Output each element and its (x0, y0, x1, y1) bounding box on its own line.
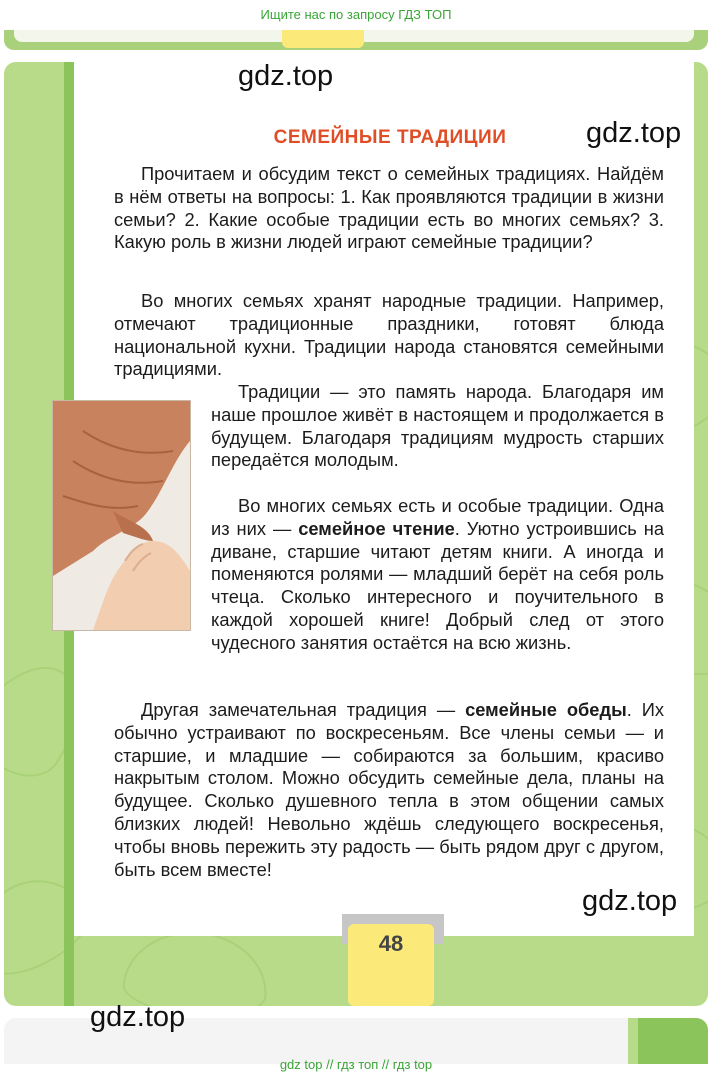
footer-links[interactable]: gdz top // гдз топ // гдз top (279, 1057, 433, 1072)
intro-paragraph: Прочитаем и обсудим текст о семейных традициях. Найдём в нём ответы на вопросы: 1. Как проявляются традиции в жизни семьи? 2. Какие особые традиции есть во многих семьях? 3. Какую роль в жизни людей играют семейные традиции? (114, 163, 664, 253)
paragraph-family-reading: Во многих семьях есть и особые традиции. Одна из них — семейное чтение. Уютно устроившись на диване, старшие читают детям книги. А иногда и поменяются ролями — младший берёт на себя роль чтеца. Сколько интересного и поучительного в каждой хорошей книге! Добрый след от этого чудесного занятия остаётся на всю жизнь. (211, 495, 664, 653)
previous-page-number-tab (282, 30, 364, 48)
paragraph-folk-traditions: Во многих семьях хранят народные традиции. Например, отмечают традиционные праздники, готовят блюда национальной кухни. Традиции народа становятся семейными традициями. (114, 290, 664, 380)
top-banner[interactable]: Ищите нас по запросу ГДЗ ТОП (260, 7, 452, 22)
page-number: 48 (348, 924, 434, 1006)
hands-photo (52, 400, 191, 631)
paragraph-family-dinners: Другая замечательная традиция — семейные обеды. Их обычно устраивают по воскресеньям. Все члены семьи — и старшие, и младшие — собираются за большим, красиво накрытым столом. Можно обсудить семейные дела, планы на будущее. Сколько душевного тепла в этом общении самых близких людей! Невольно ждёшь следующего воскресенья, чтобы вновь пережить эту радость — быть рядом друг с другом, быть всем вместе! (114, 699, 664, 880)
watermark: gdz.top (582, 885, 678, 917)
term-family-reading: семейное чтение (298, 517, 455, 539)
page-title: СЕМЕЙНЫЕ ТРАДИЦИИ (273, 127, 507, 148)
term-family-dinners: семейные обеды (465, 699, 627, 720)
watermark: gdz.top (238, 60, 334, 92)
watermark: gdz.top (586, 117, 682, 149)
paragraph-memory: Традиции — это память народа. Благодаря им наше прошлое живёт в настоящем и продолжается в будущем. Благодаря традициям мудрость старших передаётся молодым. (211, 381, 664, 471)
watermark: gdz.top (90, 1001, 186, 1033)
